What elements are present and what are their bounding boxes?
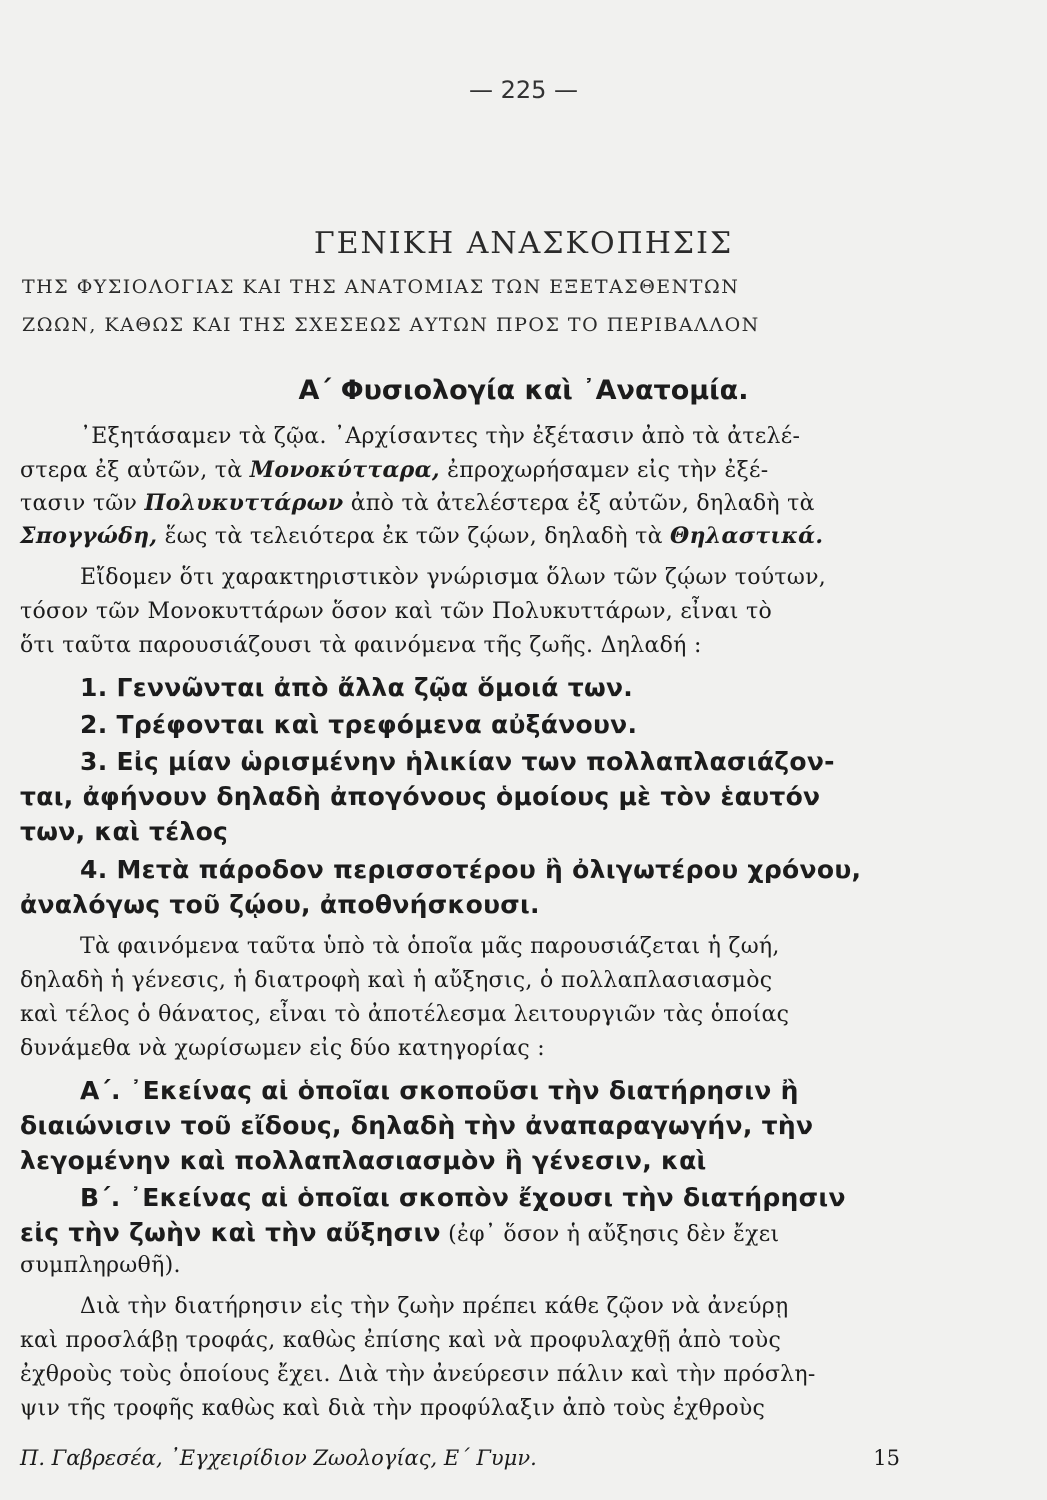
para3-line-3: καὶ τέλος ὁ θάνατος, εἶναι τὸ ἀποτέλεσμα λειτουργιῶν τὰς ὁποίας bbox=[20, 1002, 790, 1027]
para1-line-1: ᾽Εξητάσαμεν τὰ ζῷα. ᾽Αρχίσαντες τὴν ἐξέτασιν ἀπὸ τὰ ἀτελέ- bbox=[80, 424, 801, 449]
para4-line-3: ἐχθροὺς τοὺς ὁποίους ἔχει. Διὰ τὴν ἀνεύρεσιν πάλιν καὶ τὴν πρόσλη- bbox=[20, 1362, 816, 1387]
para4-line-2: καὶ προσλάβῃ τροφάς, καθὼς ἐπίσης καὶ νὰ προφυλαχθῇ ἀπὸ τοὺς bbox=[20, 1328, 782, 1353]
term-spongodi: Σπογγώδη, bbox=[20, 523, 158, 549]
list-item-3-line-1: 3. Εἰς μίαν ὡρισμένην ἡλικίαν των πολλαπλασιάζον- bbox=[80, 747, 835, 776]
category-a-line-3: λεγομένην καὶ πολλαπλασιασμὸν ἢ γένεσιν, καὶ bbox=[20, 1146, 707, 1175]
footer bbox=[20, 1446, 900, 1470]
para1-line-3 bbox=[20, 488, 930, 519]
category-a-line-2: διαιώνισιν τοῦ εἴδους, δηλαδὴ τὴν ἀναπαραγωγήν, τὴν bbox=[20, 1111, 814, 1140]
list-item-2: 2. Τρέφονται καὶ τρεφόμενα αὐξάνουν. bbox=[80, 710, 638, 739]
para2-line-1: Εἴδομεν ὅτι χαρακτηριστικὸν γνώρισμα ὅλων τῶν ζῴων τούτων, bbox=[80, 565, 827, 590]
list-item-3-line-2: ται, ἀφήνουν δηλαδὴ ἀπογόνους ὁμοίους μὲ τὸν ἑαυτόν bbox=[20, 782, 821, 811]
text-run: ἀπὸ τὰ ἀτελέστερα ἐξ αὐτῶν, δηλαδὴ τὰ bbox=[343, 491, 815, 516]
para3-line-4: δυνάμεθα νὰ χωρίσωμεν εἰς δύο κατηγορίας : bbox=[20, 1036, 546, 1061]
text-run: ἕως τὰ τελειότερα ἐκ τῶν ζῴων, δηλαδὴ τὰ bbox=[157, 524, 671, 549]
subheading-line-2: ΖΩΩΝ, ΚΑΘΩΣ ΚΑΙ ΤΗΣ ΣΧΕΣΕΩΣ ΑΥΤΩΝ ΠΡΟΣ ΤΟ ΠΕΡΙΒΑΛΛΟΝ bbox=[22, 314, 760, 336]
para4-line-1: Διὰ τὴν διατήρησιν εἰς τὴν ζωὴν πρέπει κάθε ζῷον νὰ ἀνεύρῃ bbox=[80, 1294, 789, 1319]
para3-line-2: δηλαδὴ ἡ γένεσις, ἡ διατροφὴ καὶ ἡ αὔξησις, ὁ πολλαπλασιασμὸς bbox=[20, 968, 773, 993]
category-b-line-2 bbox=[20, 1218, 930, 1250]
main-heading: ΓΕΝΙΚΗ ΑΝΑΣΚΟΠΗΣΙΣ bbox=[313, 226, 734, 261]
list-item-4-line-1: 4. Μετὰ πάροδον περισσοτέρου ἢ ὀλιγωτέρου χρόνου, bbox=[80, 855, 862, 884]
para1-line-4 bbox=[20, 521, 930, 552]
subheading-line-1: ΤΗΣ ΦΥΣΙΟΛΟΓΙΑΣ ΚΑΙ ΤΗΣ ΑΝΑΤΟΜΙΑΣ ΤΩΝ ΕΞΕΤΑΣΘΕΝΤΩΝ bbox=[22, 276, 740, 298]
page-number: — 225 — bbox=[468, 76, 579, 104]
text-run-bold: εἰς τὴν ζωὴν καὶ τὴν αὔξησιν bbox=[20, 1218, 441, 1247]
para2-line-2: τόσον τῶν Μονοκυττάρων ὅσον καὶ τῶν Πολυκυττάρων, εἶναι τὸ bbox=[20, 599, 773, 624]
category-a-line-1: Α΄. ᾽Εκείνας αἱ ὁποῖαι σκοποῦσι τὴν διατήρησιν ἢ bbox=[80, 1076, 799, 1105]
term-polykyttaron: Πολυκυττάρων bbox=[144, 490, 344, 516]
category-b-line-3: συμπληρωθῆ). bbox=[20, 1253, 181, 1278]
text-run: στερα ἐξ αὐτῶν, τὰ bbox=[20, 458, 250, 483]
section-title: Α΄ Φυσιολογία καὶ ᾽Ανατομία. bbox=[298, 375, 749, 406]
text-run: τασιν τῶν bbox=[20, 491, 145, 516]
term-monokyttara: Μονοκύτταρα, bbox=[249, 457, 440, 483]
text-run: ἐπροχωρήσαμεν εἰς τὴν ἐξέ- bbox=[439, 458, 769, 483]
sheet-number: 15 bbox=[873, 1446, 900, 1470]
para4-line-4: ψιν τῆς τροφῆς καθὼς καὶ διὰ τὴν προφύλαξιν ἀπὸ τοὺς ἐχθροὺς bbox=[20, 1396, 766, 1421]
list-item-3-line-3: των, καὶ τέλος bbox=[20, 817, 229, 846]
para2-line-3: ὅτι ταῦτα παρουσιάζουσι τὰ φαινόμενα τῆς ζωῆς. Δηλαδή : bbox=[20, 633, 702, 658]
term-thilastika: Θηλαστικά. bbox=[670, 523, 824, 549]
para3-line-1: Τὰ φαινόμενα ταῦτα ὑπὸ τὰ ὁποῖα μᾶς παρουσιάζεται ἡ ζωή, bbox=[80, 934, 780, 959]
list-item-4-line-2: ἀναλόγως τοῦ ζῴου, ἀποθνήσκουσι. bbox=[20, 890, 540, 919]
category-b-line-1: Β΄. ᾽Εκείνας αἱ ὁποῖαι σκοπὸν ἔχουσι τὴν διατήρησιν bbox=[80, 1183, 846, 1212]
footer-citation: Π. Γαβρεσέα, ᾽Εγχειρίδιον Ζωολογίας, Ε΄ Γυμν. bbox=[20, 1446, 537, 1470]
text-run: (ἐφ᾽ ὅσον ἡ αὔξησις δὲν ἔχει bbox=[440, 1222, 780, 1247]
para1-line-2 bbox=[20, 455, 930, 486]
list-item-1: 1. Γεννῶνται ἀπὸ ἄλλα ζῷα ὅμοιά των. bbox=[80, 673, 634, 702]
